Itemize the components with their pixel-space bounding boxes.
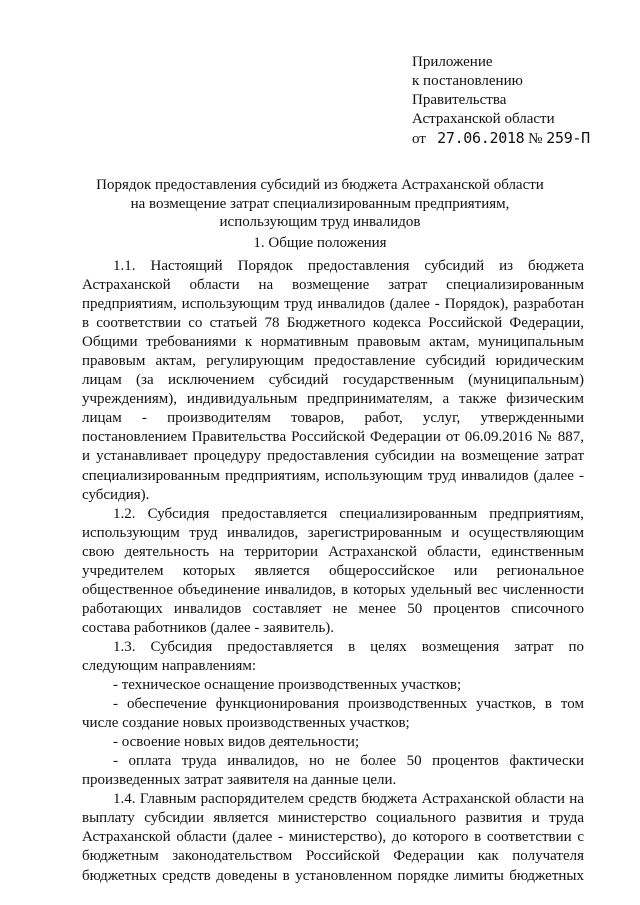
paragraph-1-1: 1.1. Настоящий Порядок предоставления субсидий из бюджета Астраханской области на возмещение затрат специализированным предприятиям, использующим труд инвалидов (далее - Порядок), разработан в соответствии со статьей 78 Бюджетного кодекса Российской Федерации, Общими требованиями к нормативным правовым актам, муниципальным правовым актам, регулирующим предоставление субсидий юридическим лицам (за исключением субсидий государственным (муниципальным) учреждениям), индивидуальным предпринимателям, а также физическим лицам - производителям товаров, работ, услуг, утвержденными постановлением Правительства Российской Федерации от 06.09.2016 № 887, и устанавливает процедуру предоставления субсидии на возмещение затрат специализированным предприятиям, использующим труд инвалидов (далее - субсидия). bbox=[82, 258, 584, 503]
number-sign: № bbox=[528, 131, 543, 147]
list-item: - оплата труда инвалидов, но не более 50 процентов фактически произведенных затрат заявителя на данные цели. bbox=[82, 753, 584, 789]
appendix-date-line bbox=[412, 129, 627, 149]
section-heading: 1. Общие положения bbox=[253, 235, 387, 251]
list-item: - освоение новых видов деятельности; bbox=[113, 734, 360, 751]
title-line: использующим труд инвалидов bbox=[219, 214, 421, 230]
appendix-line: Приложение bbox=[412, 54, 493, 70]
paragraph-1-2: 1.2. Субсидия предоставляется специализированным предприятиям, использующим труд инвалидов, зарегистрированным и осуществляющим свою деятельность на территории Астраханской области, единственным учредителем которых является общероссийское или региональное общественное объединение инвалидов, в которых удельный вес численности работающих инвалидов составляет не менее 50 процентов списочного состава работников (далее - заявитель). bbox=[82, 505, 584, 636]
title-line: на возмещение затрат специализированным предприятиям, bbox=[130, 195, 510, 212]
handwritten-date: 27.06.2018 bbox=[437, 129, 525, 147]
title-line: Порядок предоставления субсидий из бюджета Астраханской области bbox=[96, 177, 544, 193]
document-title bbox=[60, 176, 580, 232]
paragraph-1-3: 1.3. Субсидия предоставляется в целях возмещения затрат по следующим направлениям: bbox=[82, 638, 584, 674]
paragraph-1-4: 1.4. Главным распорядителем средств бюджета Астраханской области на выплату субсидии является министерство социального развития и труда Астраханской области (далее - министерство), до которого в соответствии с бюджетным законодательством Российской Федерации как получателя бюджетных средств доведены в установленном порядке лимиты бюджетных bbox=[82, 791, 584, 884]
appendix-line: к постановлению bbox=[412, 73, 523, 89]
handwritten-number: 259-П bbox=[546, 129, 590, 147]
date-prefix: от bbox=[412, 131, 426, 147]
appendix-line: Правительства bbox=[412, 92, 507, 108]
appendix-line: Астраханской области bbox=[412, 111, 555, 127]
document-body bbox=[82, 257, 584, 886]
appendix-block bbox=[412, 53, 627, 149]
list-item: - обеспечение функционирования производственных участков, в том числе создание новых производственных участков; bbox=[82, 696, 584, 732]
list-item: - техническое оснащение производственных участков; bbox=[113, 677, 462, 694]
